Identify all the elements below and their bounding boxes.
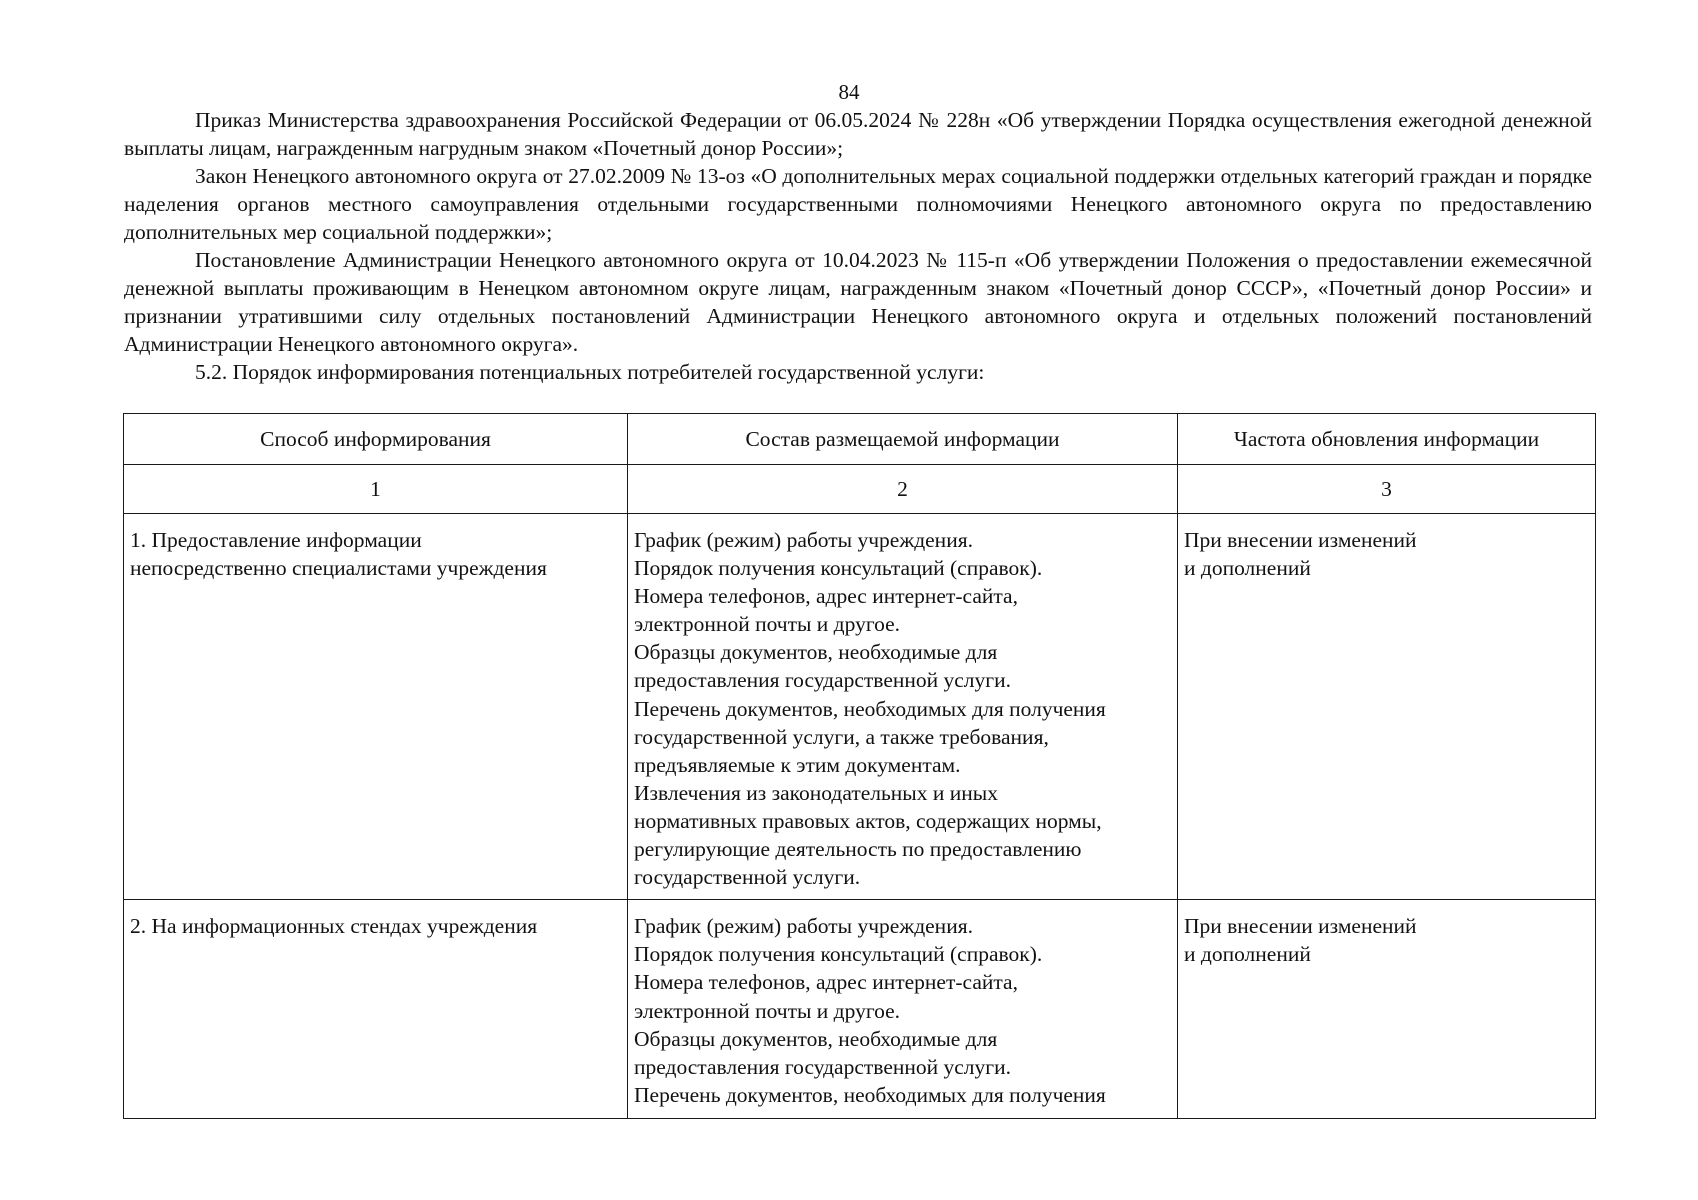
content-line: нормативных правовых актов, содержащих нормы, [634, 808, 1102, 833]
legal-references [124, 106, 1592, 386]
cell-frequency [1178, 900, 1596, 1119]
content-line: График (режим) работы учреждения. [634, 528, 973, 552]
paragraph-nao-law: Закон Ненецкого автономного округа от 27.02.2009 № 13-оз «О дополнительных мерах социальной поддержки отдельных категорий граждан и порядке наделения органов местного самоуправления отдельными государственными полномочиями Ненецкого автономного округа по предоставлению дополнительных мер социальной поддержки»; [124, 164, 1592, 244]
method-line: 1. Предоставление информации [130, 528, 422, 552]
content-line: электронной почты и другое. [634, 612, 901, 637]
cell-frequency [1178, 514, 1596, 900]
method-line: непосредственно специалистами учреждения [130, 556, 547, 581]
content-line: Номера телефонов, адрес интернет-сайта, [634, 584, 1018, 609]
content-line: Порядок получения консультаций (справок). [634, 556, 1043, 581]
table-row [124, 900, 1596, 1119]
paragraph-health-ministry-order: Приказ Министерства здравоохранения Российской Федерации от 06.05.2024 № 228н «Об утверждении Порядка осуществления ежегодной денежной выплаты лицам, награжденным нагрудным знаком «Почетный донор России»; [124, 108, 1592, 160]
content-line: График (режим) работы учреждения. [634, 914, 973, 939]
frequency-line: При внесении изменений [1184, 528, 1417, 552]
header-method: Способ информирования [124, 414, 628, 465]
content-line: Образцы документов, необходимые для [634, 640, 998, 665]
paragraph-nao-resolution: Постановление Администрации Ненецкого автономного округа от 10.04.2023 № 115-п «Об утверждении Положения о предоставлении ежемесячной денежной выплаты проживающим в Ненецком автономном округе лицам, награжденным знаком «Почетный донор СССР», «Почетный донор России» и признании утратившими силу отдельных постановлений Администрации Ненецкого автономного округа и отдельных положений постановлений Администрации Ненецкого автономного округа». [124, 248, 1592, 356]
content-line: предоставления государственной услуги. [634, 668, 1011, 693]
table-row [124, 514, 1596, 900]
header-content: Состав размещаемой информации [628, 414, 1178, 465]
frequency-line: При внесении изменений [1184, 914, 1417, 939]
content-line: предъявляемые к этим документам. [634, 752, 961, 777]
column-number: 1 [124, 465, 628, 514]
informing-methods-table [123, 413, 1596, 1119]
table-header-row [124, 414, 1596, 465]
content-line: государственной услуги. [634, 865, 861, 890]
column-number: 3 [1178, 465, 1596, 514]
header-frequency: Частота обновления информации [1178, 414, 1596, 465]
content-line: государственной услуги, а также требования, [634, 724, 1049, 749]
method-line: 2. На информационных стендах учреждения [130, 914, 538, 939]
content-line: Перечень документов, необходимых для получения [634, 1082, 1106, 1107]
content-line: регулирующие деятельность по предоставлению [634, 837, 1082, 862]
content-line: электронной почты и другое. [634, 998, 901, 1023]
column-number: 2 [628, 465, 1178, 514]
frequency-line: и дополнений [1184, 942, 1311, 967]
content-line: предоставления государственной услуги. [634, 1054, 1011, 1079]
section-heading-5-2: 5.2. Порядок информирования потенциальных потребителей государственной услуги: [195, 360, 985, 384]
cell-method [124, 900, 628, 1119]
frequency-line: и дополнений [1184, 556, 1311, 581]
column-number-row [124, 465, 1596, 514]
content-line: Порядок получения консультаций (справок). [634, 942, 1043, 967]
page-number: 84 [838, 80, 860, 104]
cell-content [628, 900, 1178, 1119]
content-line: Извлечения из законодательных и иных [634, 780, 998, 805]
cell-content [628, 514, 1178, 900]
content-line: Перечень документов, необходимых для получения [634, 696, 1106, 721]
cell-method [124, 514, 628, 900]
content-line: Номера телефонов, адрес интернет-сайта, [634, 970, 1018, 995]
content-line: Образцы документов, необходимые для [634, 1026, 998, 1051]
